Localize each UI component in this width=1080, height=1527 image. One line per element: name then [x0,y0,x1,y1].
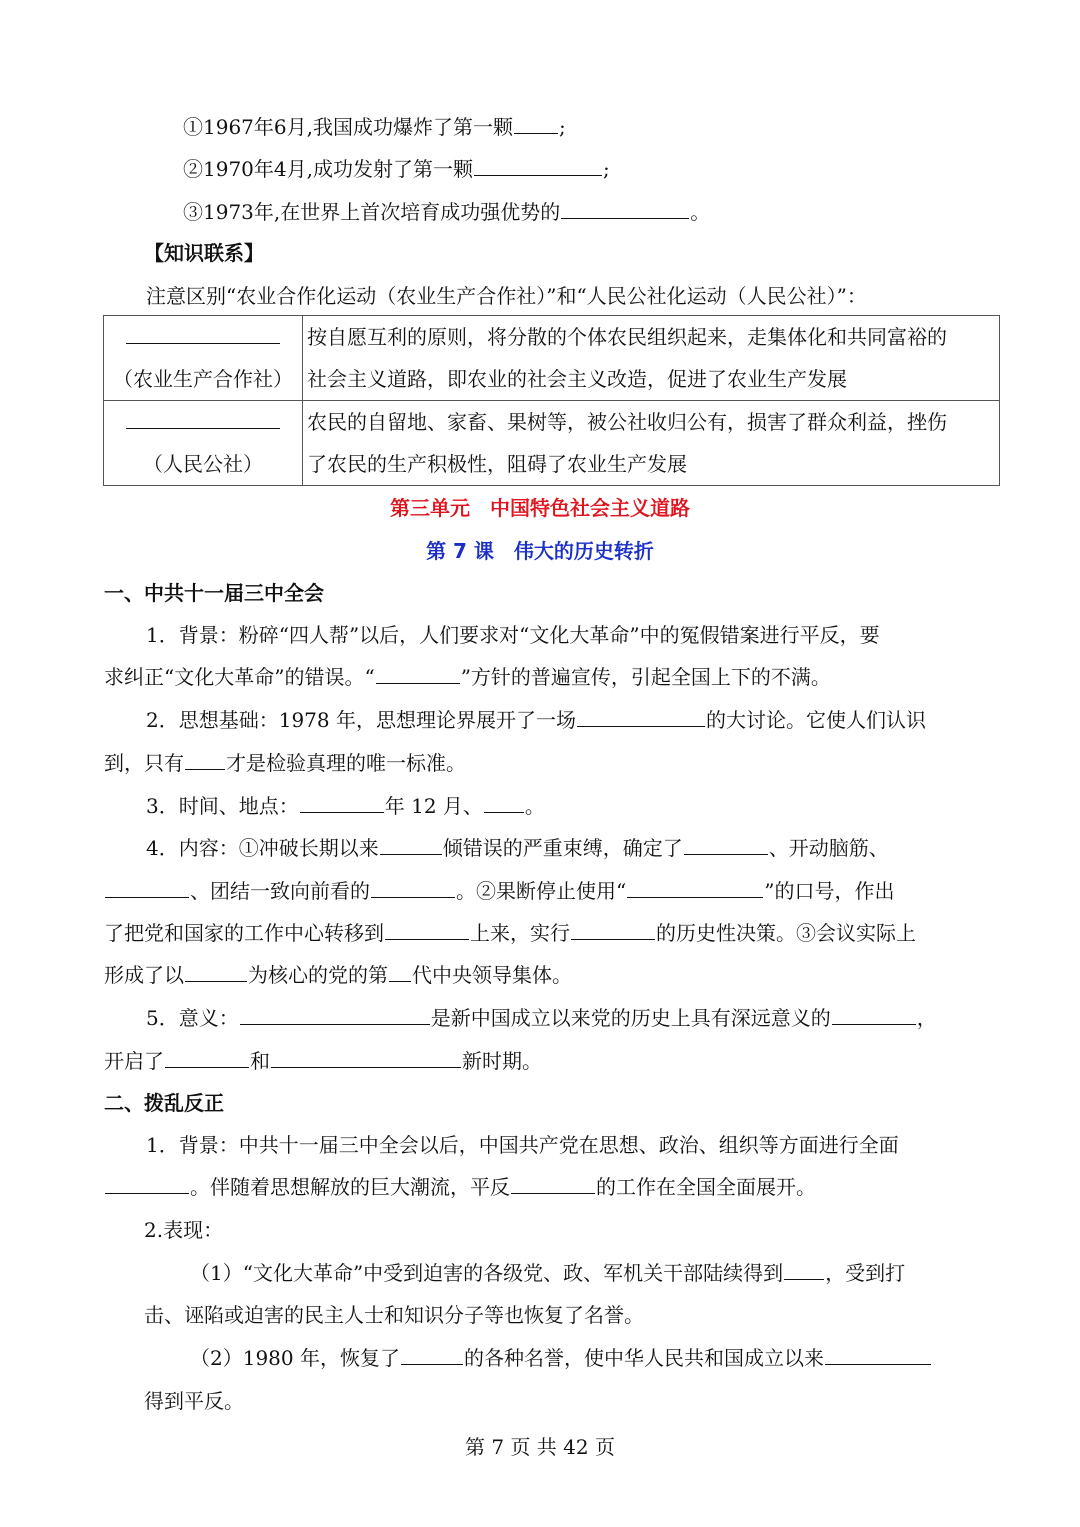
paragraph: 2．思想基础：1978 年，思想理论界展开了一场 的大讨论。它使人们认识 [146,708,926,732]
paragraph: 形成了以 为核心的党的第 代中央领导集体。 [104,963,572,987]
blank[interactable] [376,663,460,684]
blank[interactable] [571,919,655,940]
blank[interactable] [561,198,689,219]
blank[interactable] [271,1047,461,1068]
table-row [104,401,1000,486]
row-name-cell: （农业生产合作社） [104,316,303,401]
paragraph: 击、诬陷或迫害的民主人士和知识分子等也恢复了名誉。 [144,1303,644,1327]
blank[interactable] [371,877,455,898]
blank[interactable] [401,1344,463,1365]
blank[interactable] [832,1004,916,1025]
paragraph: 1．背景：中共十一届三中全会以后，中国共产党在思想、政治、组织等方面进行全面 [146,1133,899,1157]
paragraph: 得到平反。 [144,1389,244,1413]
blank[interactable] [185,749,225,770]
item-1: ①1967年6月,我国成功爆炸了第一颗 ; [183,115,566,139]
paragraph: 开启了 和 新时期。 [104,1049,542,1073]
section-heading: 二、拨乱反正 [104,1091,224,1115]
item-2: ②1970年4月,成功发射了第一颗 ; [183,157,610,181]
paragraph: 4．内容：①冲破长期以来 倾错误的严重束缚，确定了 、开动脑筋、 [146,836,889,860]
paragraph: 5．意义： 是新中国成立以来党的历史上具有深远意义的 ， [146,1006,937,1030]
blank[interactable] [577,706,705,727]
blank[interactable] [385,919,469,940]
blank[interactable] [484,792,524,813]
knowledge-intro: 注意区别“农业合作化运动（农业生产合作社）”和“人民公社化运动（人民公社）”： [146,284,867,308]
unit-title: 第三单元 中国特色社会主义道路 [390,496,690,520]
blank[interactable] [825,1344,931,1365]
paragraph: （1）“文化大革命”中受到迫害的各级党、政、军机关干部陆续得到 ，受到打 [190,1261,906,1285]
blank[interactable] [105,877,189,898]
blank[interactable] [684,834,768,855]
comparison-table [103,315,1000,486]
blank[interactable] [126,317,280,344]
blank[interactable] [627,877,763,898]
row-desc-cell: 按自愿互利的原则，将分散的个体农民组织起来，走集体化和共同富裕的 社会主义道路，即农业的社会主义改造，促进了农业生产发展 [303,316,1000,401]
blank[interactable] [474,155,602,176]
paragraph: 。伴随着思想解放的巨大潮流，平反 的工作在全国全面展开。 [104,1172,816,1202]
blank[interactable] [389,961,411,982]
paragraph: 了把党和国家的工作中心转移到 上来，实行 的历史性决策。③会议实际上 [104,921,916,945]
paragraph: 1．背景：粉碎“四人帮”以后，人们要求对“文化大革命”中的冤假错案进行平反，要 [146,623,880,647]
blank[interactable] [511,1173,595,1194]
blank[interactable] [514,113,558,134]
blank[interactable] [240,1004,430,1025]
page-footer: 第 7 页 共 42 页 [465,1435,615,1459]
blank[interactable] [784,1259,824,1280]
paragraph: 、团结一致向前看的 。②果断停止使用“ ”的口号，作出 [104,876,894,906]
blank[interactable] [380,834,442,855]
paragraph: （2）1980 年，恢复了 的各种名誉，使中华人民共和国成立以来 [190,1343,932,1373]
blank[interactable] [300,792,384,813]
paragraph: 求纠正“文化大革命”的错误。“ ”方针的普遍宣传，引起全国上下的不满。 [104,665,831,689]
row-name-cell: （人民公社） [104,401,303,486]
knowledge-heading: 【知识联系】 [144,241,264,265]
blank[interactable] [105,1173,189,1194]
row-desc-cell: 农民的自留地、家畜、果树等，被公社收归公有，损害了群众利益，挫伤 了农民的生产积极性，阻碍了农业生产发展 [303,401,1000,486]
item-3: ③1973年,在世界上首次培育成功强优势的 。 [183,200,711,224]
section-heading: 一、中共十一届三中全会 [104,581,324,605]
blank[interactable] [185,961,247,982]
paragraph: 到，只有 才是检验真理的唯一标准。 [104,751,466,775]
paragraph: 3．时间、地点： 年 12 月、 。 [146,794,545,818]
paragraph: 2.表现： [144,1218,224,1242]
table-row [104,316,1000,401]
blank[interactable] [126,402,280,429]
blank[interactable] [165,1047,249,1068]
lesson-title: 第 7 课 伟大的历史转折 [426,539,654,563]
